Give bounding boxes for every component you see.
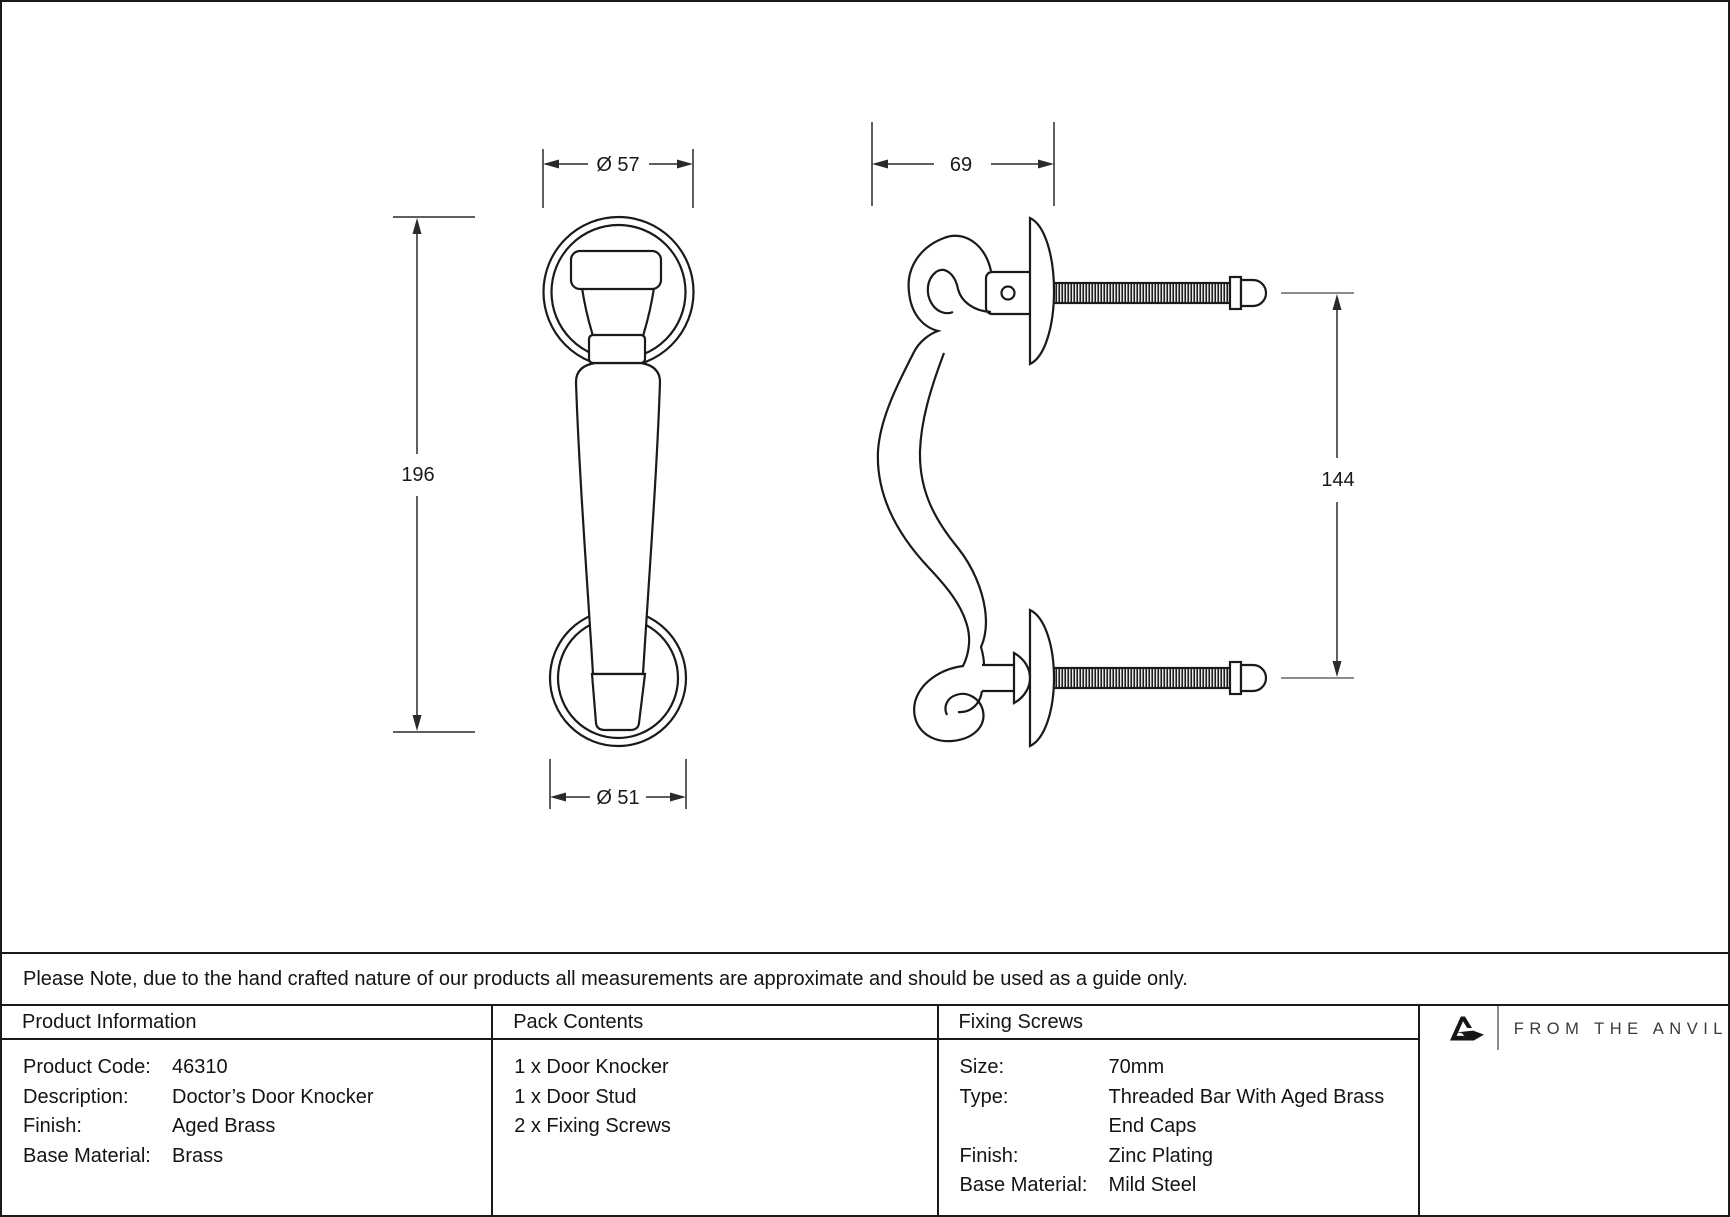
side-top-threaded-bar	[1052, 283, 1230, 303]
front-view-drawing	[544, 217, 694, 746]
side-top-end-cap	[1241, 280, 1266, 306]
front-stud-plug	[592, 674, 645, 730]
dim-label-front-bottom-diameter: Ø 51	[596, 787, 640, 809]
table-row	[960, 1083, 1400, 1142]
table-row	[960, 1142, 1400, 1172]
pack-contents-column	[493, 1006, 938, 1215]
front-neck	[582, 288, 654, 336]
side-top-cap-flange	[1230, 277, 1241, 309]
pack-contents-header: Pack Contents	[493, 1006, 936, 1040]
table-row	[23, 1112, 473, 1142]
row-label: Size:	[959, 1056, 1005, 1078]
table-row	[23, 1053, 473, 1083]
table-row	[960, 1171, 1400, 1201]
side-bottom-end-cap	[1241, 665, 1266, 691]
row-label: Finish:	[959, 1144, 1019, 1167]
dim-label-side-fixing-centres: 144	[1321, 469, 1355, 491]
fixing-screws-header: Fixing Screws	[939, 1006, 1418, 1040]
row-value: Mild Steel	[1108, 1174, 1197, 1196]
brand-name-text: FROM THE ANVIL	[1513, 1019, 1728, 1038]
technical-drawing-area	[2, 2, 1728, 954]
row-value: Brass	[172, 1144, 224, 1167]
fixing-screws-body	[939, 1040, 1418, 1201]
brand-divider	[1497, 1006, 1499, 1050]
measurement-note-text: Please Note, due to the hand crafted nature of our products all measurements are approximate and should be used as a guide only.	[23, 967, 1188, 990]
brand-column	[1420, 1006, 1728, 1215]
table-row	[23, 1083, 473, 1113]
side-knocker-inner-profile	[920, 353, 986, 665]
side-bottom-threaded-bar	[1052, 668, 1230, 688]
row-value: 70mm	[1108, 1056, 1165, 1078]
row-value: 46310	[172, 1056, 228, 1078]
table-row	[960, 1053, 1400, 1083]
dim-label-front-top-diameter: Ø 57	[596, 154, 640, 176]
fixing-screws-column	[939, 1006, 1420, 1215]
product-info-table	[2, 1006, 1728, 1215]
row-label: Finish:	[23, 1115, 82, 1137]
front-knob	[571, 251, 661, 289]
product-information-column	[2, 1006, 493, 1215]
row-value: Doctor’s Door Knocker	[172, 1085, 374, 1108]
front-collar	[589, 335, 645, 363]
door-knocker-technical-drawing	[2, 2, 1728, 952]
side-knocker-outer-profile	[878, 236, 991, 741]
product-information-header: Product Information	[2, 1006, 491, 1040]
side-view-dimensions	[872, 122, 1354, 678]
side-top-plate	[1030, 218, 1054, 364]
brand-logo	[1420, 1006, 1728, 1050]
row-label: Type:	[959, 1085, 1009, 1108]
row-label: Base Material:	[959, 1174, 1088, 1196]
pack-item: 1 x Door Stud	[514, 1085, 637, 1108]
side-stud-shaft	[982, 665, 1016, 691]
front-handle	[576, 363, 660, 674]
table-row	[23, 1142, 473, 1172]
row-label: Description:	[23, 1085, 129, 1108]
row-value: Threaded Bar With Aged Brass End Caps	[1108, 1085, 1385, 1137]
anvil-logo-icon	[1450, 1016, 1484, 1041]
dim-label-front-height: 196	[401, 464, 435, 486]
pack-item: 1 x Door Knocker	[514, 1056, 669, 1078]
side-knocker-top-curl-inner	[928, 270, 991, 313]
measurement-note-row	[2, 954, 1728, 1006]
side-bottom-plate	[1030, 610, 1054, 746]
pack-item: 2 x Fixing Screws	[514, 1115, 671, 1137]
row-label: Product Code:	[23, 1056, 151, 1078]
row-label: Base Material:	[23, 1144, 151, 1167]
product-information-body	[2, 1040, 491, 1171]
side-stud-ball	[1014, 653, 1030, 703]
side-view-drawing	[878, 218, 1266, 746]
side-pivot-bracket	[986, 272, 1036, 314]
side-bottom-cap-flange	[1230, 662, 1241, 694]
row-value: Aged Brass	[172, 1115, 276, 1137]
pack-contents-body	[493, 1040, 936, 1142]
dim-label-side-depth: 69	[949, 154, 973, 176]
row-value: Zinc Plating	[1108, 1144, 1214, 1167]
